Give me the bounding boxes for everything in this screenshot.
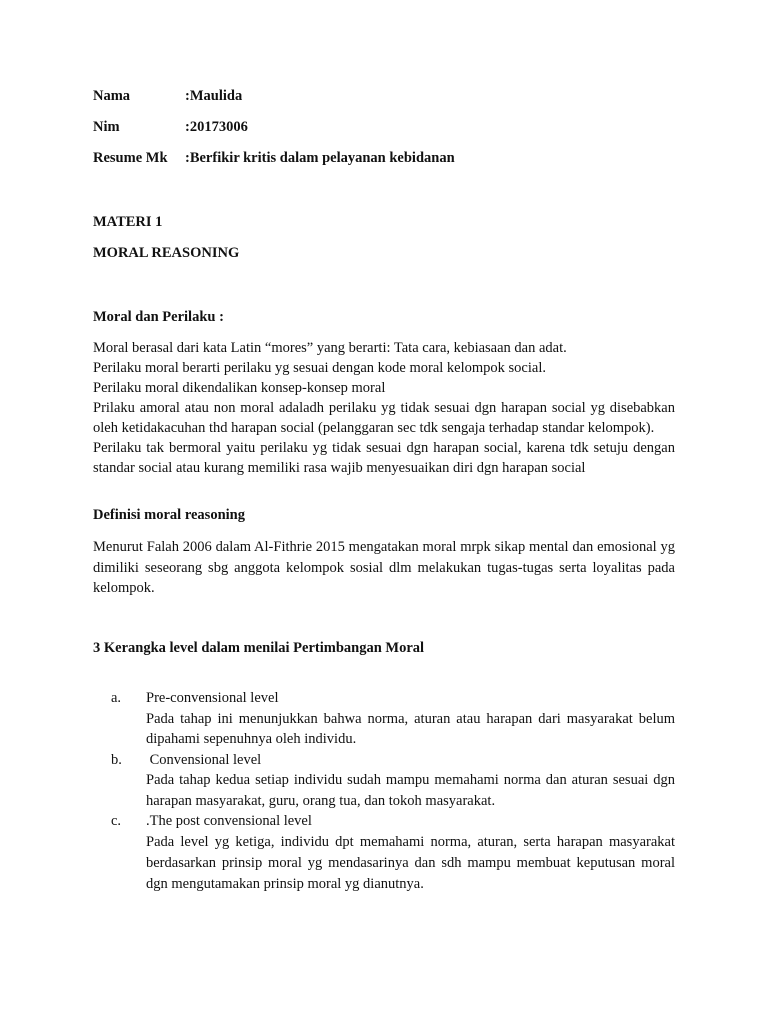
header-value: :Maulida bbox=[185, 88, 243, 104]
materi-heading: MATERI 1 bbox=[93, 214, 163, 230]
list-item bbox=[93, 811, 675, 895]
list-marker: a. bbox=[111, 690, 122, 706]
list-item-title: .The post convensional level bbox=[146, 813, 312, 829]
list-item-text: Pada tahap ini menunjukkan bahwa norma, aturan atau harapan dari masyarakat belum dipahami sepenuhnya oleh individu. bbox=[146, 710, 675, 747]
section1-line: Moral berasal dari kata Latin “mores” yang berarti: Tata cara, kebiasaan dan adat. bbox=[93, 340, 567, 356]
list-marker: c. bbox=[111, 813, 122, 829]
section3-heading: 3 Kerangka level dalam menilai Pertimbangan Moral bbox=[93, 640, 425, 656]
topic-heading: MORAL REASONING bbox=[93, 245, 240, 261]
section1-line: Perilaku moral berarti perilaku yg sesuai dengan kode moral kelompok social. bbox=[93, 360, 546, 376]
list-marker: b. bbox=[111, 751, 122, 768]
section1-line: Prilaku amoral atau non moral adaladh perilaku yg tidak sesuai dgn harapan social yg disebabkan oleh ketidakacuhan thd harapan social (pelanggaran sec tdk sengaja terhadap standar kelompok). bbox=[93, 400, 675, 436]
list-item-text: Pada level yg ketiga, individu dpt memahami norma, aturan, serta harapan masyarakat berdasarkan prinsip moral yg mendasarinya dan sdh mampu membuat keputusan moral dgn mengutamakan prinsip moral yg dianutnya. bbox=[146, 833, 675, 892]
section1-line: Perilaku moral dikendalikan konsep-konsep moral bbox=[93, 380, 386, 396]
list-item-text: Pada tahap kedua setiap individu sudah mampu memahami norma dan aturan sesuai dgn harapan masyarakat, guru, orang tua, dan tokoh masyarakat. bbox=[146, 772, 675, 809]
list-item-title: Convensional level bbox=[146, 751, 262, 768]
level-list bbox=[93, 688, 675, 895]
header-value: :20173006 bbox=[185, 119, 248, 135]
section1-line: Perilaku tak bermoral yaitu perilaku yg tidak sesuai dgn harapan social, karena tdk setuju dengan standar social atau kurang memiliki rasa wajib menyesuaikan diri dgn harapan social bbox=[93, 440, 675, 476]
header-key: Nim bbox=[93, 119, 120, 135]
section2-heading: Definisi moral reasoning bbox=[93, 507, 245, 523]
list-item bbox=[93, 688, 675, 750]
section1-body bbox=[93, 338, 675, 478]
header-key: Resume Mk bbox=[93, 150, 168, 166]
list-item bbox=[93, 750, 675, 812]
section1-heading: Moral dan Perilaku : bbox=[93, 309, 224, 325]
header-value: :Berfikir kritis dalam pelayanan kebidanan bbox=[185, 150, 455, 166]
list-item-title: Pre-convensional level bbox=[146, 690, 279, 706]
header-key: Nama bbox=[93, 88, 131, 104]
section2-body: Menurut Falah 2006 dalam Al-Fithrie 2015 mengatakan moral mrpk sikap mental dan emosional yg dimiliki seseorang sbg anggota kelompok sosial dlm melakukan tugas-tugas serta loyalitas pada kelompok. bbox=[93, 539, 675, 596]
